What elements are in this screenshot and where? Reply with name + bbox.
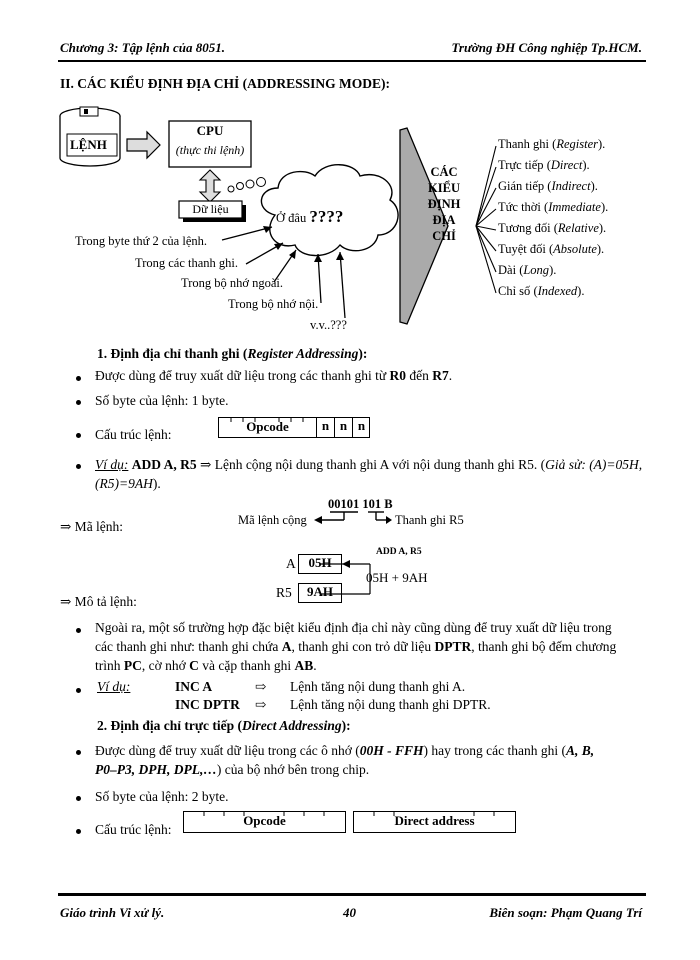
mode-indexed: Chỉ số (Indexed). — [498, 284, 585, 298]
sec1-title: 1. Định địa chỉ thanh ghi (Register Addressing): — [97, 346, 368, 361]
sec1-format-box — [218, 417, 370, 438]
sec1-bullet-usage: Được dùng để truy xuất dữ liệu trong các thanh ghi từ R0 đến R7. — [95, 368, 453, 383]
cpu-title: CPU — [196, 123, 224, 138]
footer-author: Biên soạn: Phạm Quang Trí — [489, 905, 642, 920]
source-internal-memory: Trong bộ nhớ nội. — [228, 297, 319, 311]
sec2-bullet-format: Cấu trúc lệnh: — [95, 822, 172, 837]
ex2-text: Lệnh tăng nội dung thanh ghi A. — [290, 679, 466, 694]
mode-absolute: Tuyệt đối (Absolute). — [498, 242, 605, 256]
sec2-title: 2. Định địa chỉ trực tiếp (Direct Addressing): — [97, 718, 351, 733]
code-right-label: Thanh ghi R5 — [395, 513, 464, 527]
bullet — [76, 688, 81, 693]
sec1-example: Ví dụ: ADD A, R5 ⇒ Lệnh cộng nội dung thanh ghi A với nội dung thanh ghi R5. (Giả sử: (A)=05H, (R5)=9AH). — [95, 457, 643, 491]
arrow-label: CÁC KIỂU ĐỊNH ĐỊA CHỈ — [427, 165, 461, 243]
bullet — [76, 433, 81, 438]
code-arrows — [300, 508, 400, 528]
code-label: ⇒ Mã lệnh: — [60, 519, 124, 534]
cloud-text: Ở đâu ???? — [276, 207, 344, 226]
format-n: n — [316, 418, 334, 437]
ex2-arrow: ⇨ — [255, 679, 267, 694]
footer-page-number: 40 — [343, 905, 356, 920]
desc-label: ⇒ Mô tả lệnh: — [60, 594, 137, 609]
diagram-graphics — [0, 0, 700, 340]
footer-book: Giáo trình Vi xử lý. — [60, 905, 165, 920]
header-school: Trường ĐH Công nghiệp Tp.HCM. — [451, 40, 642, 55]
disk-label: LỆNH — [70, 137, 107, 152]
reg-a-label: A — [286, 556, 296, 571]
ex2-instr: INC DPTR — [175, 697, 240, 712]
footer-rule — [58, 893, 646, 896]
code-bits: 00101 101 B — [328, 497, 393, 511]
format-n: n — [334, 418, 352, 437]
bullet — [76, 750, 81, 755]
format-direct-address: Direct address — [394, 813, 475, 828]
sec1-bullet-format: Cấu trúc lệnh: — [95, 427, 172, 442]
bullet — [76, 628, 81, 633]
op-label: ADD A, R5 — [376, 547, 422, 557]
bullet — [76, 829, 81, 834]
ex2-label: Ví dụ: — [97, 679, 131, 694]
format-opcode: Opcode — [243, 813, 286, 828]
sec2-direct-box — [353, 811, 516, 833]
header-chapter: Chương 3: Tập lệnh của 8051. — [60, 40, 226, 55]
bullet — [76, 796, 81, 801]
cpu-subtitle: (thực thi lệnh) — [175, 143, 245, 157]
sec2-opcode-box — [183, 811, 346, 833]
sec2-bullet-bytes: Số byte của lệnh: 2 byte. — [95, 789, 229, 804]
reg-a-box: 05H — [298, 554, 342, 574]
op-sum: 05H + 9AH — [366, 570, 428, 585]
ex2-instr: INC A — [175, 679, 213, 694]
data-label: Dữ liệu — [192, 202, 229, 216]
mode-relative: Tương đối (Relative). — [498, 221, 607, 235]
code-left-label: Mã lệnh cộng — [238, 513, 307, 527]
source-registers: Trong các thanh ghi. — [135, 256, 238, 270]
arrow-right-icon — [127, 132, 160, 158]
mode-indirect: Gián tiếp (Indirect). — [498, 179, 598, 193]
source-external-memory: Trong bộ nhớ ngoài. — [181, 276, 283, 290]
format-n: n — [352, 418, 370, 437]
sec1-bullet-bytes: Số byte của lệnh: 1 byte. — [95, 393, 229, 408]
reg-r5-label: R5 — [276, 585, 292, 600]
format-opcode: Opcode — [246, 419, 289, 434]
section-title: II. CÁC KIỂU ĐỊNH ĐỊA CHỈ (ADDRESSING MODE): — [60, 76, 391, 91]
ex2-text: Lệnh tăng nội dung thanh ghi DPTR. — [290, 697, 491, 712]
source-etc: v.v..??? — [310, 318, 347, 332]
bullet — [76, 464, 81, 469]
double-arrow-icon — [200, 170, 220, 202]
mode-long: Dài (Long). — [498, 263, 557, 277]
sec2-bullet-usage: Được dùng để truy xuất dữ liệu trong các ô nhớ (00H - FFH) hay trong các thanh ghi (A, B, P0–P3, DPH, DPL,…) của bộ nhớ bên trong chip. — [95, 743, 595, 777]
ex2-arrow: ⇨ — [255, 697, 267, 712]
source-byte2: Trong byte thứ 2 của lệnh. — [75, 234, 207, 248]
bullet — [76, 376, 81, 381]
mode-direct: Trực tiếp (Direct). — [498, 158, 590, 172]
sec1-special-cases: Ngoài ra, một số trường hợp đặc biệt kiểu định địa chỉ này cũng dùng để truy xuất dữ liệu trong các thanh ghi như: thanh ghi chứa A, thanh ghi con trỏ dữ liệu DPTR, thanh ghi bộ đếm chương trình PC, cờ nhớ C và cặp thanh ghi AB. — [95, 620, 617, 673]
mode-immediate: Tức thời (Immediate). — [498, 200, 609, 214]
reg-r5-box: 9AH — [298, 583, 342, 603]
cloud-question-marks: ???? — [309, 207, 344, 226]
mode-register: Thanh ghi (Register). — [498, 137, 606, 151]
bullet — [76, 400, 81, 405]
